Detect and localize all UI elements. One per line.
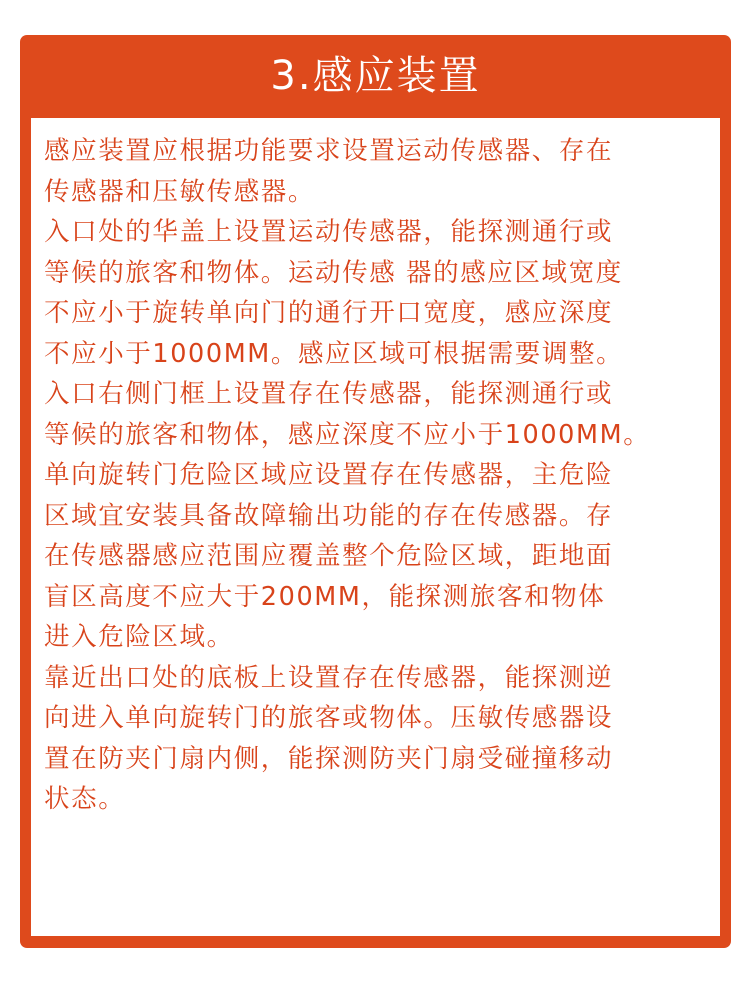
text-line: 状态。 <box>44 784 126 814</box>
text-line: 进入危险区域。 <box>44 622 234 652</box>
text-line: 入口右侧门框上设置存在传感器，能探测通行或 <box>44 379 614 409</box>
text-line: 等候的旅客和物体。运动传感 器的感应区域宽度 <box>44 257 623 288</box>
text-line: 不应小于1000MM。感应区域可根据需要调整。 <box>44 338 624 369</box>
paragraph-danger-zone-sensor <box>44 455 714 658</box>
content-panel <box>31 118 720 936</box>
text-line: 感应装置应根据功能要求设置运动传感器、存在 <box>44 136 614 166</box>
text-line: 在传感器感应范围应覆盖整个危险区域，距地面 <box>44 541 614 571</box>
section-title: 3.感应装置 <box>270 53 481 99</box>
sensor-section-card <box>20 35 731 948</box>
paragraph-exit-and-pressure-sensor <box>44 658 714 820</box>
text-line: 入口处的华盖上设置运动传感器，能探测通行或 <box>44 217 614 247</box>
text-line: 置在防夹门扇内侧，能探测防夹门扇受碰撞移动 <box>44 743 614 774</box>
text-line: 传感器和压敏传感器。 <box>44 176 316 207</box>
paragraph-motion-sensor <box>44 212 714 374</box>
text-line: 等候的旅客和物体，感应深度不应小于1000MM。 <box>44 419 651 450</box>
paragraph-sensor-types <box>44 131 714 212</box>
text-line: 单向旋转门危险区域应设置存在传感器，主危险 <box>44 460 614 490</box>
text-line: 盲区高度不应大于200MM，能探测旅客和物体 <box>44 581 606 612</box>
paragraph-entrance-presence-sensor <box>44 374 714 455</box>
text-line: 靠近出口处的底板上设置存在传感器，能探测逆 <box>44 662 614 693</box>
text-line: 向进入单向旋转门的旅客或物体。压敏传感器设 <box>44 703 614 733</box>
text-line: 不应小于旋转单向门的通行开口宽度，感应深度 <box>44 298 614 328</box>
text-line: 区域宜安装具备故障输出功能的存在传感器。存 <box>44 500 614 531</box>
